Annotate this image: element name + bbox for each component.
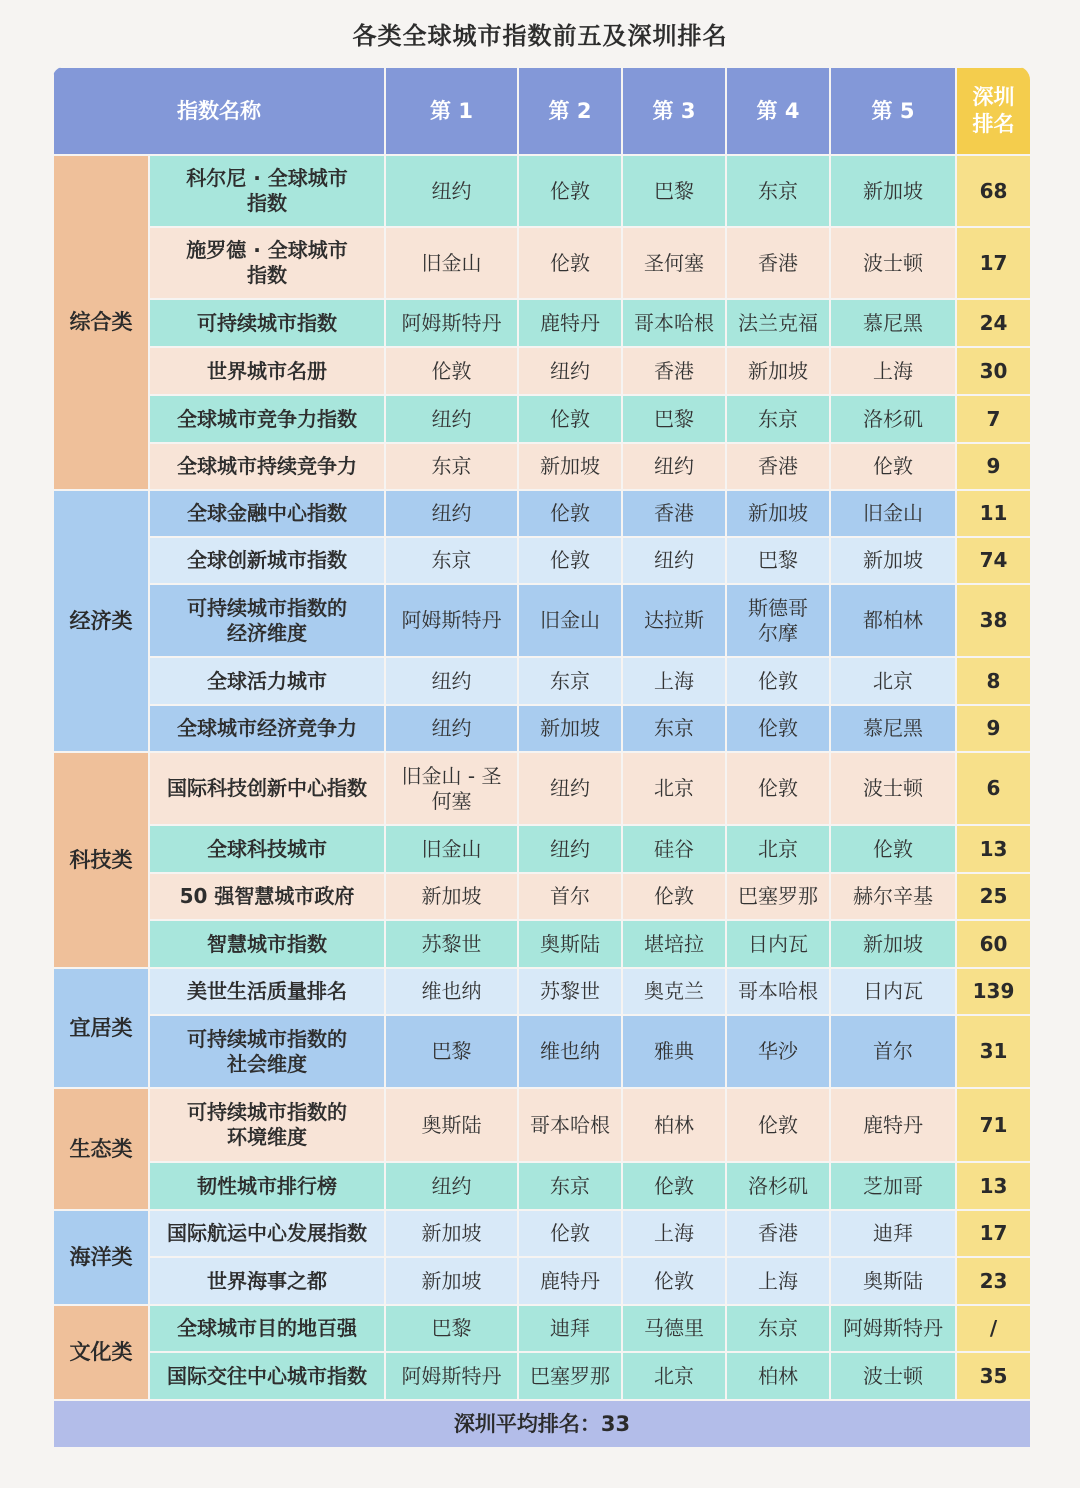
city-cell-place-2: 伦敦 — [518, 537, 622, 584]
index-name-cell: 世界城市名册 — [149, 347, 385, 395]
city-cell-place-1: 新加坡 — [385, 1257, 518, 1305]
city-cell-place-5: 新加坡 — [830, 920, 956, 968]
index-name-cell: 国际航运中心发展指数 — [149, 1210, 385, 1257]
city-cell-place-3: 北京 — [622, 1352, 726, 1400]
city-cell-place-2: 迪拜 — [518, 1305, 622, 1352]
header-place-2: 第 2 — [518, 67, 622, 155]
city-cell-place-3: 巴黎 — [622, 155, 726, 227]
footer-row — [53, 1400, 1030, 1448]
city-cell-place-1: 纽约 — [385, 490, 518, 537]
city-cell-place-5: 慕尼黑 — [830, 299, 956, 347]
shenzhen-rank-cell: 139 — [956, 968, 1030, 1015]
table-row — [53, 657, 1030, 705]
city-cell-place-1: 东京 — [385, 443, 518, 490]
city-cell-place-2: 首尔 — [518, 873, 622, 920]
shenzhen-rank-cell: 9 — [956, 705, 1030, 752]
city-cell-place-5: 都柏林 — [830, 584, 956, 657]
city-cell-place-5: 阿姆斯特丹 — [830, 1305, 956, 1352]
city-cell-place-3: 纽约 — [622, 443, 726, 490]
city-cell-place-1: 伦敦 — [385, 347, 518, 395]
city-cell-place-2: 鹿特丹 — [518, 1257, 622, 1305]
city-cell-place-4: 东京 — [726, 155, 830, 227]
city-cell-place-4: 伦敦 — [726, 1088, 830, 1162]
index-name-cell: 国际交往中心城市指数 — [149, 1352, 385, 1400]
shenzhen-rank-cell: 68 — [956, 155, 1030, 227]
city-cell-place-4: 香港 — [726, 443, 830, 490]
city-cell-place-5: 旧金山 — [830, 490, 956, 537]
header-shenzhen-rank: 深圳 排名 — [956, 67, 1030, 155]
table-row — [53, 1352, 1030, 1400]
category-cell: 科技类 — [53, 752, 149, 968]
city-cell-place-1: 纽约 — [385, 395, 518, 443]
city-cell-place-5: 鹿特丹 — [830, 1088, 956, 1162]
table-row — [53, 1210, 1030, 1257]
city-cell-place-2: 新加坡 — [518, 443, 622, 490]
city-cell-place-5: 波士顿 — [830, 752, 956, 825]
city-cell-place-5: 赫尔辛基 — [830, 873, 956, 920]
shenzhen-rank-cell: 24 — [956, 299, 1030, 347]
city-cell-place-3: 上海 — [622, 657, 726, 705]
index-name-cell: 可持续城市指数的 社会维度 — [149, 1015, 385, 1088]
table-row — [53, 1305, 1030, 1352]
city-cell-place-2: 伦敦 — [518, 395, 622, 443]
city-cell-place-5: 波士顿 — [830, 227, 956, 299]
shenzhen-rank-cell: / — [956, 1305, 1030, 1352]
city-cell-place-5: 奥斯陆 — [830, 1257, 956, 1305]
category-cell: 生态类 — [53, 1088, 149, 1210]
city-cell-place-2: 纽约 — [518, 347, 622, 395]
ranking-table — [52, 66, 1030, 1449]
header-place-3: 第 3 — [622, 67, 726, 155]
city-cell-place-2: 纽约 — [518, 752, 622, 825]
city-cell-place-3: 纽约 — [622, 537, 726, 584]
city-cell-place-4: 香港 — [726, 227, 830, 299]
city-cell-place-5: 慕尼黑 — [830, 705, 956, 752]
index-name-cell: 可持续城市指数 — [149, 299, 385, 347]
index-name-cell: 全球城市目的地百强 — [149, 1305, 385, 1352]
index-name-cell: 国际科技创新中心指数 — [149, 752, 385, 825]
city-cell-place-4: 伦敦 — [726, 752, 830, 825]
shenzhen-rank-cell: 23 — [956, 1257, 1030, 1305]
city-cell-place-3: 圣何塞 — [622, 227, 726, 299]
index-name-cell: 全球科技城市 — [149, 825, 385, 873]
city-cell-place-1: 巴黎 — [385, 1015, 518, 1088]
city-cell-place-2: 纽约 — [518, 825, 622, 873]
city-cell-place-1: 阿姆斯特丹 — [385, 584, 518, 657]
city-cell-place-2: 东京 — [518, 657, 622, 705]
shenzhen-rank-cell: 17 — [956, 227, 1030, 299]
table-row — [53, 1088, 1030, 1162]
header-place-1: 第 1 — [385, 67, 518, 155]
city-cell-place-1: 巴黎 — [385, 1305, 518, 1352]
index-name-cell: 韧性城市排行榜 — [149, 1162, 385, 1210]
city-cell-place-4: 香港 — [726, 1210, 830, 1257]
city-cell-place-3: 雅典 — [622, 1015, 726, 1088]
city-cell-place-1: 纽约 — [385, 705, 518, 752]
page-title: 各类全球城市指数前五及深圳排名 — [352, 22, 728, 50]
city-cell-place-3: 伦敦 — [622, 1162, 726, 1210]
city-cell-place-4: 东京 — [726, 395, 830, 443]
shenzhen-rank-cell: 74 — [956, 537, 1030, 584]
city-cell-place-3: 伦敦 — [622, 1257, 726, 1305]
city-cell-place-3: 柏林 — [622, 1088, 726, 1162]
table-row — [53, 1257, 1030, 1305]
city-cell-place-3: 香港 — [622, 490, 726, 537]
city-cell-place-5: 洛杉矶 — [830, 395, 956, 443]
city-cell-place-2: 维也纳 — [518, 1015, 622, 1088]
city-cell-place-3: 伦敦 — [622, 873, 726, 920]
city-cell-place-5: 上海 — [830, 347, 956, 395]
index-name-cell: 全球城市竞争力指数 — [149, 395, 385, 443]
city-cell-place-2: 鹿特丹 — [518, 299, 622, 347]
table-row — [53, 825, 1030, 873]
city-cell-place-4: 北京 — [726, 825, 830, 873]
table-row — [53, 968, 1030, 1015]
city-cell-place-5: 北京 — [830, 657, 956, 705]
city-cell-place-2: 伦敦 — [518, 1210, 622, 1257]
city-cell-place-4: 日内瓦 — [726, 920, 830, 968]
city-cell-place-1: 维也纳 — [385, 968, 518, 1015]
city-cell-place-1: 苏黎世 — [385, 920, 518, 968]
table-row — [53, 1015, 1030, 1088]
city-cell-place-4: 新加坡 — [726, 490, 830, 537]
city-cell-place-3: 巴黎 — [622, 395, 726, 443]
category-cell: 海洋类 — [53, 1210, 149, 1305]
table-row — [53, 752, 1030, 825]
city-cell-place-2: 新加坡 — [518, 705, 622, 752]
city-cell-place-1: 旧金山 - 圣 何塞 — [385, 752, 518, 825]
city-cell-place-4: 东京 — [726, 1305, 830, 1352]
table-row — [53, 347, 1030, 395]
city-cell-place-4: 柏林 — [726, 1352, 830, 1400]
city-cell-place-5: 新加坡 — [830, 537, 956, 584]
city-cell-place-5: 伦敦 — [830, 825, 956, 873]
city-cell-place-2: 哥本哈根 — [518, 1088, 622, 1162]
city-cell-place-4: 巴黎 — [726, 537, 830, 584]
table-row — [53, 227, 1030, 299]
shenzhen-rank-cell: 25 — [956, 873, 1030, 920]
table-row — [53, 299, 1030, 347]
shenzhen-rank-cell: 38 — [956, 584, 1030, 657]
index-name-cell: 美世生活质量排名 — [149, 968, 385, 1015]
index-name-cell: 全球活力城市 — [149, 657, 385, 705]
shenzhen-rank-cell: 71 — [956, 1088, 1030, 1162]
index-name-cell: 智慧城市指数 — [149, 920, 385, 968]
table-row — [53, 584, 1030, 657]
city-cell-place-2: 伦敦 — [518, 490, 622, 537]
city-cell-place-4: 华沙 — [726, 1015, 830, 1088]
city-cell-place-1: 纽约 — [385, 1162, 518, 1210]
category-cell: 宜居类 — [53, 968, 149, 1088]
city-cell-place-4: 新加坡 — [726, 347, 830, 395]
header-index-name: 指数名称 — [53, 67, 385, 155]
average-rank: 深圳平均排名：33 — [53, 1400, 1030, 1448]
table-row — [53, 537, 1030, 584]
shenzhen-rank-cell: 6 — [956, 752, 1030, 825]
header-place-5: 第 5 — [830, 67, 956, 155]
city-cell-place-3: 硅谷 — [622, 825, 726, 873]
city-cell-place-5: 迪拜 — [830, 1210, 956, 1257]
city-cell-place-4: 洛杉矶 — [726, 1162, 830, 1210]
table-row — [53, 873, 1030, 920]
city-cell-place-2: 奥斯陆 — [518, 920, 622, 968]
shenzhen-rank-cell: 8 — [956, 657, 1030, 705]
shenzhen-rank-cell: 9 — [956, 443, 1030, 490]
city-cell-place-2: 伦敦 — [518, 155, 622, 227]
category-cell: 文化类 — [53, 1305, 149, 1400]
city-cell-place-5: 伦敦 — [830, 443, 956, 490]
city-cell-place-3: 香港 — [622, 347, 726, 395]
city-cell-place-1: 阿姆斯特丹 — [385, 1352, 518, 1400]
city-cell-place-1: 旧金山 — [385, 825, 518, 873]
city-cell-place-1: 东京 — [385, 537, 518, 584]
city-cell-place-4: 哥本哈根 — [726, 968, 830, 1015]
city-cell-place-3: 马德里 — [622, 1305, 726, 1352]
city-cell-place-2: 巴塞罗那 — [518, 1352, 622, 1400]
shenzhen-rank-cell: 13 — [956, 825, 1030, 873]
index-name-cell: 全球城市经济竞争力 — [149, 705, 385, 752]
city-cell-place-3: 北京 — [622, 752, 726, 825]
shenzhen-rank-cell: 30 — [956, 347, 1030, 395]
table-row — [53, 920, 1030, 968]
category-cell: 综合类 — [53, 155, 149, 490]
city-cell-place-5: 芝加哥 — [830, 1162, 956, 1210]
table-row — [53, 1162, 1030, 1210]
table-row — [53, 490, 1030, 537]
table-row — [53, 155, 1030, 227]
city-cell-place-3: 堪培拉 — [622, 920, 726, 968]
city-cell-place-3: 哥本哈根 — [622, 299, 726, 347]
city-cell-place-5: 首尔 — [830, 1015, 956, 1088]
table-row — [53, 705, 1030, 752]
index-name-cell: 全球金融中心指数 — [149, 490, 385, 537]
index-name-cell: 全球创新城市指数 — [149, 537, 385, 584]
city-cell-place-1: 纽约 — [385, 155, 518, 227]
city-cell-place-3: 达拉斯 — [622, 584, 726, 657]
city-cell-place-1: 新加坡 — [385, 873, 518, 920]
table-row — [53, 443, 1030, 490]
city-cell-place-4: 伦敦 — [726, 657, 830, 705]
city-cell-place-5: 波士顿 — [830, 1352, 956, 1400]
table-body — [53, 155, 1030, 1400]
city-cell-place-2: 旧金山 — [518, 584, 622, 657]
city-cell-place-2: 东京 — [518, 1162, 622, 1210]
city-cell-place-5: 新加坡 — [830, 155, 956, 227]
shenzhen-rank-cell: 11 — [956, 490, 1030, 537]
shenzhen-rank-cell: 35 — [956, 1352, 1030, 1400]
city-cell-place-4: 巴塞罗那 — [726, 873, 830, 920]
city-cell-place-3: 东京 — [622, 705, 726, 752]
table-row — [53, 395, 1030, 443]
shenzhen-rank-cell: 31 — [956, 1015, 1030, 1088]
city-cell-place-1: 阿姆斯特丹 — [385, 299, 518, 347]
city-cell-place-1: 新加坡 — [385, 1210, 518, 1257]
city-cell-place-4: 法兰克福 — [726, 299, 830, 347]
city-cell-place-1: 纽约 — [385, 657, 518, 705]
city-cell-place-4: 上海 — [726, 1257, 830, 1305]
city-cell-place-2: 苏黎世 — [518, 968, 622, 1015]
city-cell-place-2: 伦敦 — [518, 227, 622, 299]
index-name-cell: 可持续城市指数的 经济维度 — [149, 584, 385, 657]
city-cell-place-1: 旧金山 — [385, 227, 518, 299]
city-cell-place-3: 上海 — [622, 1210, 726, 1257]
index-name-cell: 全球城市持续竞争力 — [149, 443, 385, 490]
shenzhen-rank-cell: 7 — [956, 395, 1030, 443]
ranking-table-container — [52, 66, 1030, 1449]
city-cell-place-1: 奥斯陆 — [385, 1088, 518, 1162]
city-cell-place-5: 日内瓦 — [830, 968, 956, 1015]
index-name-cell: 科尔尼 · 全球城市 指数 — [149, 155, 385, 227]
shenzhen-rank-cell: 13 — [956, 1162, 1030, 1210]
shenzhen-rank-cell: 60 — [956, 920, 1030, 968]
category-cell: 经济类 — [53, 490, 149, 752]
shenzhen-rank-cell: 17 — [956, 1210, 1030, 1257]
index-name-cell: 可持续城市指数的 环境维度 — [149, 1088, 385, 1162]
header-place-4: 第 4 — [726, 67, 830, 155]
city-cell-place-4: 斯德哥 尔摩 — [726, 584, 830, 657]
city-cell-place-3: 奥克兰 — [622, 968, 726, 1015]
index-name-cell: 施罗德 · 全球城市 指数 — [149, 227, 385, 299]
index-name-cell: 50 强智慧城市政府 — [149, 873, 385, 920]
city-cell-place-4: 伦敦 — [726, 705, 830, 752]
header-row — [53, 67, 1030, 155]
index-name-cell: 世界海事之都 — [149, 1257, 385, 1305]
